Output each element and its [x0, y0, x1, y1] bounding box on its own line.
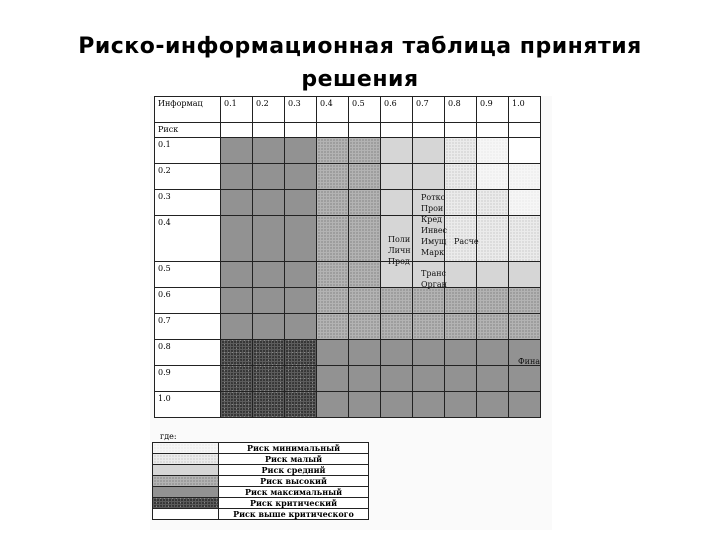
risk-zone-cell [509, 138, 541, 164]
matrix-row [155, 392, 541, 418]
risk-level-label: 0.8 [155, 340, 221, 366]
risk-zone-cell [253, 314, 285, 340]
risk-information-figure [150, 96, 552, 530]
info-level-header: 0.4 [317, 97, 349, 123]
corner-info-label: Информац [158, 99, 203, 108]
risk-zone-cell [381, 314, 413, 340]
matrix-row [155, 262, 541, 288]
risk-zone-cell [509, 392, 541, 418]
legend-swatch [153, 487, 219, 498]
matrix-row [155, 190, 541, 216]
risk-zone-cell [317, 190, 349, 216]
legend-swatch [153, 498, 219, 509]
risk-zone-cell [221, 190, 253, 216]
risk-zone-cell [477, 288, 509, 314]
info-level-header: 1.0 [509, 97, 541, 123]
risk-zone-cell [477, 190, 509, 216]
legend-item-label: Риск максимальный [219, 487, 369, 498]
legend-swatch [153, 476, 219, 487]
risk-zone-cell [445, 366, 477, 392]
risk-zone-cell [349, 392, 381, 418]
risk-zone-cell [253, 288, 285, 314]
annotation-col-08 [454, 236, 484, 247]
info-level-header: 0.9 [477, 97, 509, 123]
risk-zone-cell [349, 288, 381, 314]
risk-level-label: 0.3 [155, 190, 221, 216]
matrix-row [155, 366, 541, 392]
risk-zone-cell [381, 164, 413, 190]
risk-zone-cell [445, 314, 477, 340]
info-level-header: 0.7 [413, 97, 445, 123]
legend-swatch [153, 509, 219, 520]
risk-zone-cell [509, 366, 541, 392]
risk-zone-cell [317, 340, 349, 366]
risk-zone-cell [381, 288, 413, 314]
risk-zone-cell [221, 164, 253, 190]
risk-zone-cell [285, 216, 317, 262]
annotation-text: Фина [518, 357, 541, 366]
legend-row [153, 476, 369, 487]
risk-level-label: 0.6 [155, 288, 221, 314]
annotation-col-06 [388, 234, 420, 267]
slide-title [40, 30, 680, 96]
risk-zone-cell [253, 190, 285, 216]
risk-zone-cell [445, 392, 477, 418]
risk-zone-cell [317, 288, 349, 314]
annotation-col-07-lower [421, 268, 451, 290]
info-level-header: 0.5 [349, 97, 381, 123]
risk-zone-cell [285, 138, 317, 164]
risk-zone-cell [253, 366, 285, 392]
risk-zone-cell [253, 164, 285, 190]
risk-zone-cell [413, 138, 445, 164]
risk-level-label: 0.4 [155, 216, 221, 262]
risk-zone-cell [381, 340, 413, 366]
risk-zone-cell [413, 366, 445, 392]
matrix-row [155, 288, 541, 314]
annotation-col-07-upper [421, 192, 451, 258]
risk-level-label: 0.2 [155, 164, 221, 190]
risk-zone-cell [509, 216, 541, 262]
matrix-blank-cell [349, 123, 381, 138]
annotation-text: Прои [421, 204, 444, 213]
risk-zone-cell [477, 138, 509, 164]
risk-zone-cell [349, 216, 381, 262]
risk-zone-cell [317, 138, 349, 164]
matrix-row [155, 138, 541, 164]
info-level-header: 0.1 [221, 97, 253, 123]
risk-zone-cell [349, 314, 381, 340]
risk-zone-cell [317, 164, 349, 190]
risk-zone-cell [413, 340, 445, 366]
risk-zone-cell [509, 164, 541, 190]
legend-item-label: Риск средний [219, 465, 369, 476]
risk-zone-cell [285, 340, 317, 366]
legend-label: где: [160, 432, 177, 441]
legend-swatch [153, 454, 219, 465]
risk-zone-cell [317, 314, 349, 340]
matrix-row [155, 314, 541, 340]
matrix-blank-cell [477, 123, 509, 138]
info-level-header: 0.6 [381, 97, 413, 123]
legend-row [153, 487, 369, 498]
risk-zone-cell [477, 314, 509, 340]
risk-information-matrix [154, 96, 541, 418]
matrix-blank-cell [445, 123, 477, 138]
risk-zone-cell [317, 366, 349, 392]
annotation-text: Инвес [421, 226, 448, 235]
risk-zone-cell [477, 164, 509, 190]
risk-zone-cell [509, 190, 541, 216]
risk-zone-cell [221, 288, 253, 314]
risk-zone-cell [285, 164, 317, 190]
annotation-text: Марк [421, 248, 445, 257]
risk-zone-cell [381, 392, 413, 418]
annotation-text: Орган [421, 280, 447, 289]
risk-zone-cell [349, 262, 381, 288]
risk-zone-cell [509, 262, 541, 288]
risk-zone-cell [381, 190, 413, 216]
legend-row [153, 498, 369, 509]
risk-zone-cell [221, 314, 253, 340]
risk-zone-cell [253, 138, 285, 164]
risk-zone-cell [253, 216, 285, 262]
matrix-blank-cell [221, 123, 253, 138]
annotation-text: Ротко [421, 193, 446, 202]
risk-zone-cell [253, 392, 285, 418]
risk-zone-cell [221, 262, 253, 288]
matrix-header-row [155, 97, 541, 123]
annotation-text: Прод [388, 257, 410, 266]
risk-zone-cell [381, 138, 413, 164]
risk-zone-cell [445, 164, 477, 190]
risk-zone-cell [477, 340, 509, 366]
legend-item-label: Риск малый [219, 454, 369, 465]
risk-axis-label [155, 123, 221, 138]
annotation-text: Транс [421, 269, 447, 278]
risk-zone-cell [477, 366, 509, 392]
slide-title-line1: Риско-информационная таблица принятия [78, 34, 642, 59]
risk-zone-cell [221, 340, 253, 366]
risk-zone-cell [253, 340, 285, 366]
annotation-text: Кред [421, 215, 442, 224]
matrix-risk-subheader-row [155, 123, 541, 138]
risk-level-label: 0.5 [155, 262, 221, 288]
matrix-blank-cell [509, 123, 541, 138]
risk-zone-cell [445, 138, 477, 164]
risk-zone-cell [477, 392, 509, 418]
matrix-blank-cell [413, 123, 445, 138]
risk-zone-cell [285, 366, 317, 392]
risk-zone-cell [285, 314, 317, 340]
legend-swatch [153, 465, 219, 476]
legend-item-label: Риск критический [219, 498, 369, 509]
risk-zone-cell [349, 340, 381, 366]
risk-level-label: 1.0 [155, 392, 221, 418]
risk-zone-cell [349, 138, 381, 164]
info-level-header: 0.8 [445, 97, 477, 123]
risk-zone-cell [445, 288, 477, 314]
risk-zone-cell [349, 190, 381, 216]
info-level-header: 0.2 [253, 97, 285, 123]
risk-zone-cell [413, 314, 445, 340]
risk-level-label: 0.9 [155, 366, 221, 392]
matrix-row [155, 340, 541, 366]
risk-zone-cell [349, 366, 381, 392]
legend-swatch [153, 443, 219, 454]
risk-zone-cell [285, 190, 317, 216]
risk-level-label: 0.1 [155, 138, 221, 164]
risk-zone-cell [221, 366, 253, 392]
risk-zone-cell [285, 262, 317, 288]
risk-zone-cell [253, 262, 285, 288]
legend-row [153, 454, 369, 465]
risk-zone-cell [509, 314, 541, 340]
info-level-header: 0.3 [285, 97, 317, 123]
legend-item-label: Риск минимальный [219, 443, 369, 454]
matrix-corner-cell [155, 97, 221, 123]
matrix-blank-cell [253, 123, 285, 138]
risk-zone-cell [317, 216, 349, 262]
legend-row [153, 509, 369, 520]
risk-zone-cell [317, 262, 349, 288]
annotation-text: Имущ [421, 237, 447, 246]
risk-zone-cell [285, 392, 317, 418]
risk-zone-cell [317, 392, 349, 418]
risk-zone-cell [445, 340, 477, 366]
annotation-text: Расче [454, 237, 479, 246]
risk-zone-cell [221, 216, 253, 262]
annotation-text: Личн [388, 246, 411, 255]
annotation-text: Поли [388, 235, 411, 244]
corner-risk-label: Риск [158, 125, 179, 134]
risk-zone-cell [221, 392, 253, 418]
risk-zone-cell [509, 288, 541, 314]
risk-zone-cell [221, 138, 253, 164]
annotation-col-10 [518, 356, 550, 367]
risk-zone-cell [285, 288, 317, 314]
risk-zone-cell [477, 262, 509, 288]
risk-zone-cell [381, 366, 413, 392]
legend-row [153, 465, 369, 476]
matrix-row [155, 164, 541, 190]
risk-legend [152, 442, 369, 520]
matrix-blank-cell [381, 123, 413, 138]
risk-zone-cell [349, 164, 381, 190]
risk-zone-cell [413, 392, 445, 418]
matrix-blank-cell [285, 123, 317, 138]
slide-title-line2: решения [301, 67, 419, 92]
legend-item-label: Риск высокий [219, 476, 369, 487]
legend-item-label: Риск выше критического [219, 509, 369, 520]
legend-row [153, 443, 369, 454]
risk-zone-cell [413, 164, 445, 190]
risk-level-label: 0.7 [155, 314, 221, 340]
matrix-blank-cell [317, 123, 349, 138]
risk-zone-cell [413, 288, 445, 314]
